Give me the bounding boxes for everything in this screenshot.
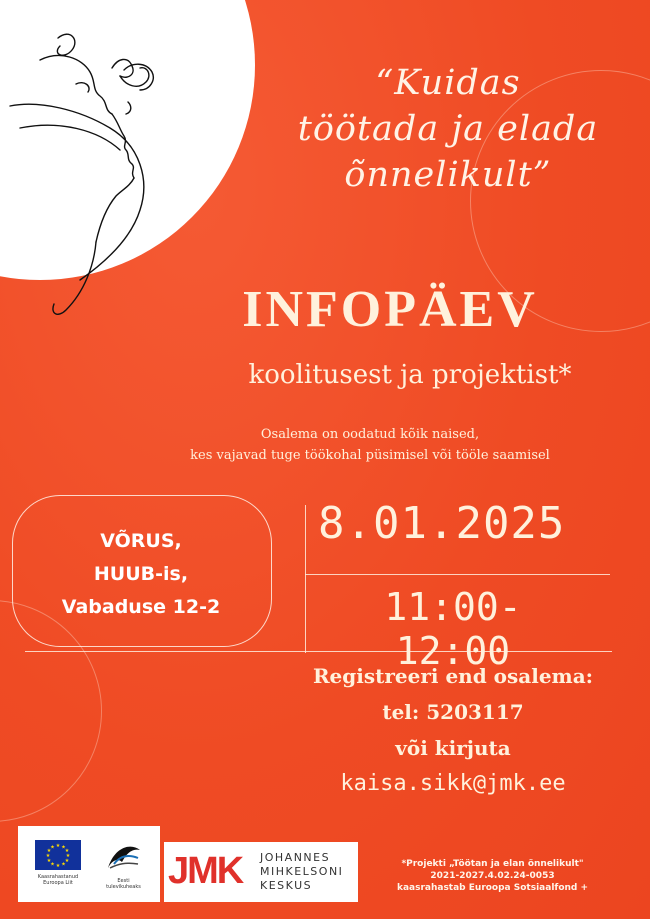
face-line-art bbox=[0, 10, 200, 330]
location-line: VÕRUS, bbox=[100, 530, 182, 552]
quote-line: “Kuidas bbox=[375, 63, 521, 103]
registration-heading: Registreeri end osalema: bbox=[312, 664, 594, 688]
svg-text:★: ★ bbox=[46, 848, 52, 854]
eu-logo-box bbox=[18, 826, 160, 902]
svg-text:★: ★ bbox=[61, 844, 66, 851]
svg-text:★: ★ bbox=[65, 853, 71, 859]
eu-caption-line: Euroopa Liit bbox=[43, 880, 73, 886]
event-time: 11:00-12:00 bbox=[384, 585, 522, 673]
svg-text:★: ★ bbox=[50, 844, 55, 851]
lead-line: Osalema on oodatud kõik naised, bbox=[260, 427, 480, 442]
estonia-caption bbox=[96, 878, 151, 890]
location-line: HUUB-is, bbox=[93, 563, 189, 585]
svg-text:★: ★ bbox=[45, 853, 51, 859]
divider-date-time bbox=[305, 574, 610, 575]
registration-or-write: või kirjuta bbox=[395, 736, 511, 760]
jmk-name-line: JOHANNES bbox=[260, 851, 331, 864]
eu-flag-icon bbox=[35, 840, 81, 870]
location-line: Vabaduse 12-2 bbox=[61, 596, 221, 618]
svg-text:★: ★ bbox=[64, 848, 70, 854]
eu-caption bbox=[28, 874, 88, 886]
estonia-caption-line: Eesti bbox=[117, 878, 130, 884]
jmk-logo-mark: JMK bbox=[168, 850, 243, 892]
estonia-caption-line: tulevikuheaks bbox=[106, 884, 141, 890]
svg-text:★: ★ bbox=[55, 863, 61, 869]
divider-vertical bbox=[305, 505, 306, 653]
jmk-name-line: KESKUS bbox=[260, 879, 313, 892]
lead-line: kes vajavad tuge töökohal püsimisel või tööle saamisel bbox=[190, 448, 550, 463]
target-audience-text bbox=[150, 424, 590, 466]
location-text bbox=[30, 525, 252, 624]
jmk-logo-box bbox=[164, 842, 358, 902]
eu-stars-icon bbox=[35, 840, 81, 870]
svg-text:★: ★ bbox=[55, 843, 61, 849]
quote-line: õnnelikult” bbox=[344, 155, 552, 195]
quote-line: töötada ja elada bbox=[297, 109, 599, 149]
event-theme-quote bbox=[258, 60, 638, 198]
estonia-swallow-icon bbox=[104, 838, 144, 874]
svg-text:★: ★ bbox=[64, 858, 70, 864]
funding-line: kaasrahastab Euroopa Sotsiaalfond + bbox=[396, 883, 589, 893]
registration-block bbox=[308, 658, 598, 802]
registration-phone[interactable]: tel: 5203117 bbox=[382, 700, 524, 724]
svg-text:★: ★ bbox=[46, 858, 52, 864]
funding-note bbox=[370, 858, 615, 894]
event-subtitle: koolitusest ja projektist* bbox=[248, 360, 572, 390]
event-date: 8.01.2025 bbox=[318, 498, 566, 549]
jmk-name-line: MIHKELSONI bbox=[260, 865, 344, 878]
event-title: INFOPÄEV bbox=[242, 281, 538, 338]
funding-line: *Projekti „Töötan ja elan õnnelikult" bbox=[401, 859, 584, 869]
svg-text:★: ★ bbox=[50, 861, 55, 868]
registration-email[interactable]: kaisa.sikk@jmk.ee bbox=[340, 771, 566, 796]
jmk-logo-name bbox=[260, 851, 343, 893]
funding-line: 2021-2027.4.02.24-0053 bbox=[430, 871, 555, 881]
eu-caption-line: Kaasrahastanud bbox=[37, 874, 79, 880]
svg-text:★: ★ bbox=[61, 861, 66, 868]
